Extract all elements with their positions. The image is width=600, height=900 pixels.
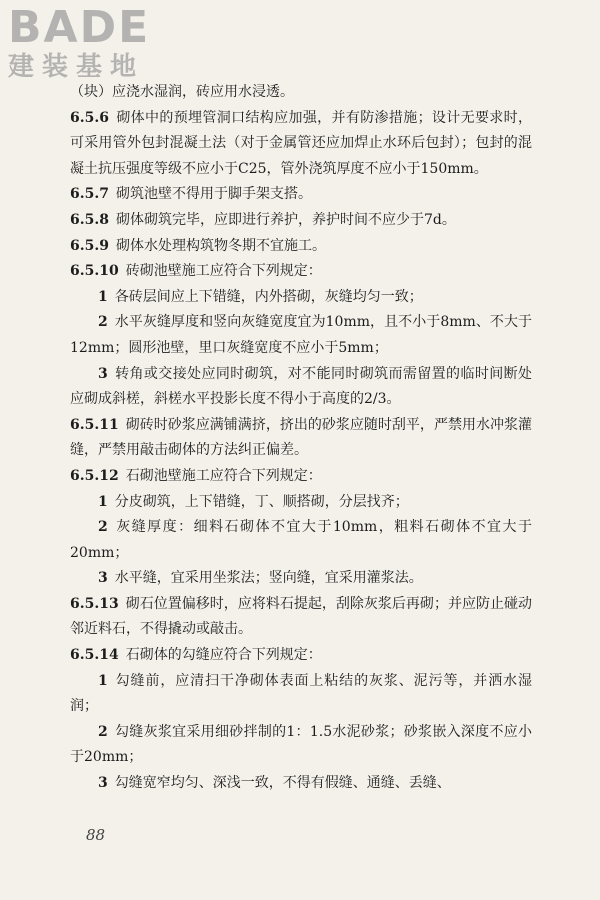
clause bbox=[70, 464, 532, 490]
clause-number: 1 bbox=[98, 672, 108, 689]
clause-number: 3 bbox=[98, 570, 108, 587]
list-item bbox=[70, 362, 532, 413]
clause-text: 砌砖时砂浆应满铺满挤，挤出的砂浆应随时刮平，严禁用水冲浆灌缝，严禁用敲击砌体的方法纠正偏差。 bbox=[70, 416, 532, 459]
clause-number: 6.5.13 bbox=[70, 595, 119, 612]
list-item bbox=[70, 490, 532, 516]
watermark-brand: BADE bbox=[8, 2, 151, 53]
clause-number: 1 bbox=[98, 288, 108, 305]
clause-number: 3 bbox=[98, 775, 108, 792]
clause-number: 6.5.9 bbox=[70, 237, 109, 254]
clause-text: 砌筑池壁不得用于脚手架支搭。 bbox=[115, 186, 312, 203]
clause-text: 砌体中的预埋管洞口结构应加强，并有防渗措施；设计无要求时，可采用管外包封混凝土法（对于金属管还应加焊止水环后包封）；包封的混凝土抗压强度等级不应小于C25，管外浇筑厚度不应小于150mm。 bbox=[70, 109, 532, 177]
clause-number: 6.5.11 bbox=[70, 416, 119, 433]
page-number: 88 bbox=[86, 826, 106, 844]
clause-text: 砖砌池壁施工应符合下列规定： bbox=[125, 263, 322, 280]
clause-number: 6.5.7 bbox=[70, 186, 109, 203]
list-item bbox=[70, 285, 532, 311]
clause-text: 石砌池壁施工应符合下列规定： bbox=[125, 467, 322, 484]
list-item bbox=[70, 669, 532, 720]
watermark-logo bbox=[8, 4, 150, 82]
clause-number: 6.5.12 bbox=[70, 467, 119, 484]
clause-text: 砌石位置偏移时，应将料石提起，刮除灰浆后再砌；并应防止碰动邻近料石，不得撬动或敲击。 bbox=[70, 595, 532, 638]
clause-text: 灰缝厚度：细料石砌体不宜大于10mm，粗料石砌体不宜大于20mm； bbox=[70, 519, 532, 561]
clause-number: 6.5.14 bbox=[70, 647, 119, 664]
clause-text: 砌体水处理构筑物冬期不宜施工。 bbox=[115, 237, 326, 254]
clause-text: 分皮砌筑，上下错缝，丁、顺搭砌，分层找齐； bbox=[114, 493, 409, 510]
list-item bbox=[70, 310, 532, 361]
clause bbox=[70, 643, 532, 669]
list-item bbox=[70, 515, 532, 566]
clause-number: 3 bbox=[98, 365, 108, 382]
clause bbox=[70, 208, 532, 234]
list-item bbox=[70, 566, 532, 592]
clause bbox=[70, 413, 532, 464]
list-item bbox=[70, 771, 532, 797]
paragraph-continuation bbox=[70, 80, 532, 106]
clause-text: 水平灰缝厚度和竖向灰缝宽度宜为10mm，且不小于8mm、不大于12mm；圆形池壁，里口灰缝宽度不应小于5mm； bbox=[70, 314, 532, 356]
document-body bbox=[70, 80, 532, 797]
clause-text: 水平缝，宜采用坐浆法；竖向缝，宜采用灌浆法。 bbox=[114, 570, 423, 587]
clause-text: 转角或交接处应同时砌筑，对不能同时砌筑而需留置的临时间断处应砌成斜槎，斜槎水平投影长度不得小于高度的2/3。 bbox=[70, 365, 532, 408]
clause-text: 勾缝宽窄均匀、深浅一致，不得有假缝、通缝、丢缝、 bbox=[114, 775, 451, 792]
clause-number: 2 bbox=[98, 723, 108, 740]
clause-number: 1 bbox=[98, 493, 108, 510]
clause-number: 2 bbox=[98, 519, 108, 536]
clause bbox=[70, 182, 532, 208]
clause bbox=[70, 234, 532, 260]
clause-text: 勾缝前，应清扫干净砌体表面上粘结的灰浆、泥污等，并洒水湿润； bbox=[70, 672, 532, 715]
clause-text: 石砌体的勾缝应符合下列规定： bbox=[125, 647, 322, 664]
clause-text: （块）应浇水湿润，砖应用水浸透。 bbox=[70, 84, 294, 100]
clause-text: 勾缝灰浆宜采用细砂拌制的1：1.5水泥砂浆；砂浆嵌入深度不应小于20mm； bbox=[70, 723, 532, 766]
clause-text: 各砖层间应上下错缝，内外搭砌，灰缝均匀一致； bbox=[114, 288, 423, 305]
clause-number: 6.5.6 bbox=[70, 109, 109, 126]
clause bbox=[70, 106, 532, 183]
watermark-subtitle: 建装基地 bbox=[8, 52, 145, 82]
clause-number: 2 bbox=[98, 314, 108, 331]
list-item bbox=[70, 720, 532, 771]
clause-number: 6.5.8 bbox=[70, 211, 109, 228]
clause bbox=[70, 259, 532, 285]
clause bbox=[70, 592, 532, 643]
clause-number: 6.5.10 bbox=[70, 263, 119, 280]
clause-text: 砌体砌筑完毕，应即进行养护，养护时间不应少于7d。 bbox=[115, 211, 456, 228]
